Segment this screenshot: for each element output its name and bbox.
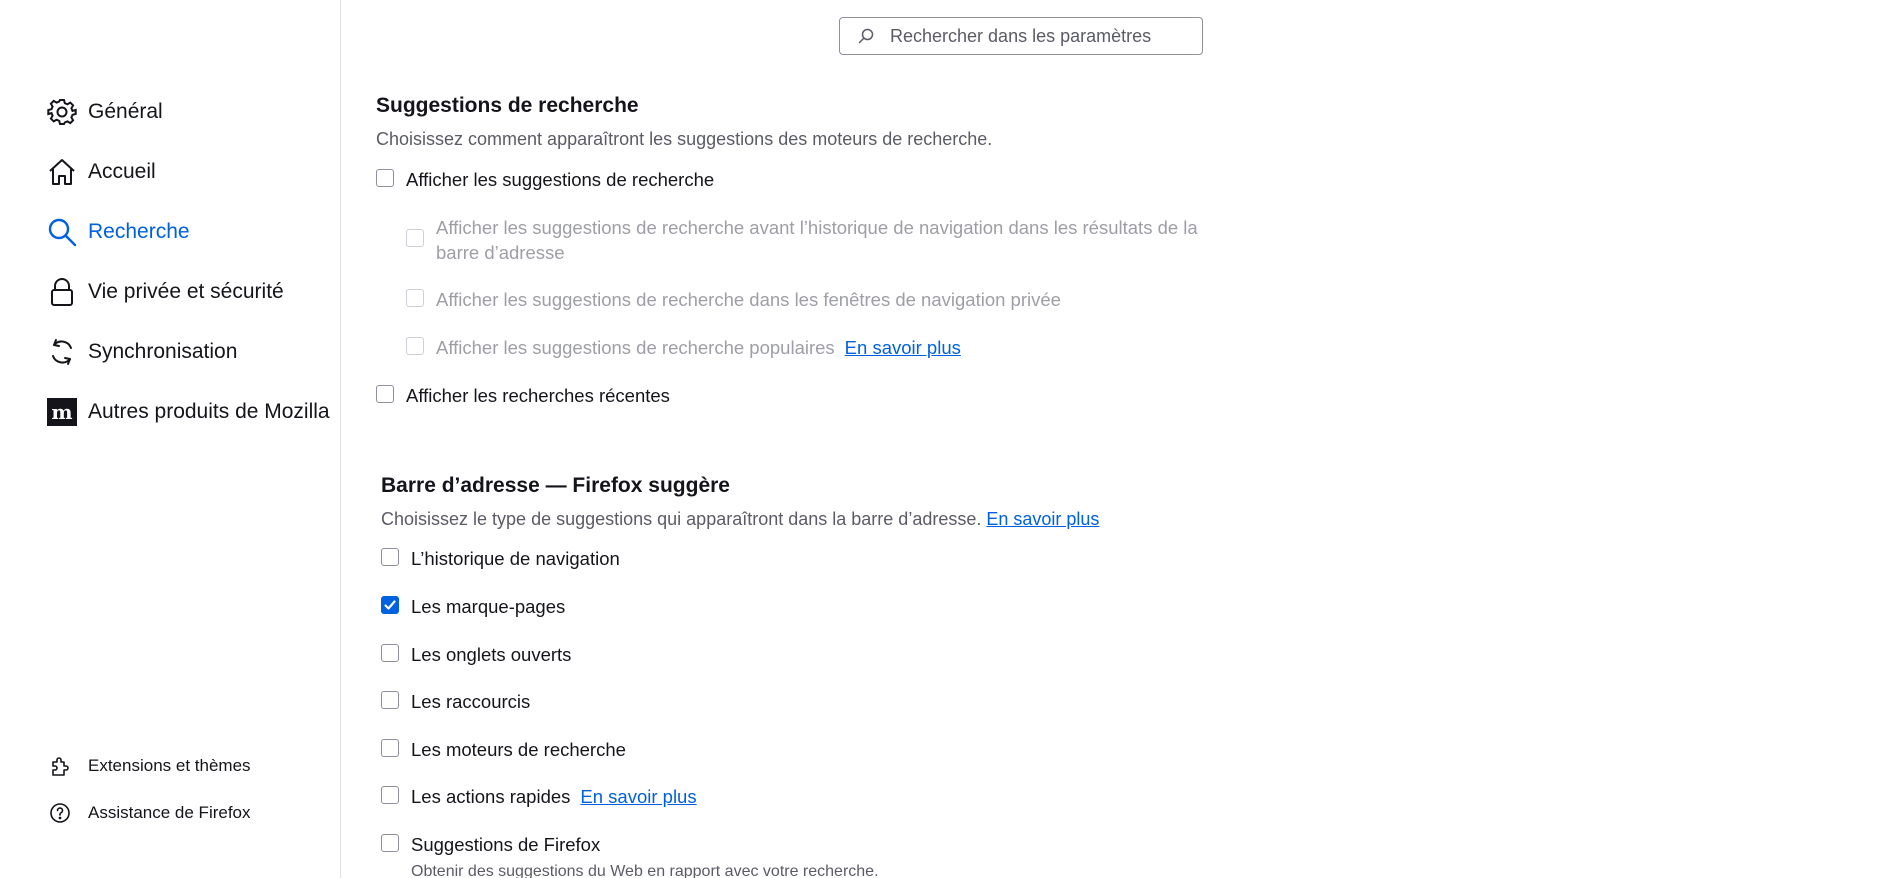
sidebar-item-label: Accueil: [88, 160, 156, 183]
label-line-2: barre d’adresse: [436, 242, 565, 263]
gear-icon: [46, 96, 78, 128]
open-tabs-label: Les onglets ouverts: [411, 644, 572, 665]
sidebar-item-label: Vie privée et sécurité: [88, 280, 284, 303]
firefox-suggest-label: Suggestions de Firefox: [411, 834, 601, 855]
search-icon: [46, 216, 78, 248]
sidebar-item-sync[interactable]: [46, 332, 237, 372]
sidebar-item-search[interactable]: [46, 212, 190, 252]
home-icon: [46, 156, 78, 188]
popular-suggestions-row: [406, 335, 961, 360]
show-suggestions-label: Afficher les suggestions de recherche: [406, 169, 715, 190]
search-field[interactable]: [839, 17, 1203, 55]
shortcuts-label: Les raccourcis: [411, 691, 531, 712]
search-engines-checkbox[interactable]: [381, 739, 399, 757]
address-bar-option-firefox-suggest[interactable]: [381, 832, 600, 857]
svg-text:m: m: [51, 400, 73, 424]
section-description: Choisissez comment apparaîtront les suggestions des moteurs de recherche.: [376, 129, 993, 149]
sidebar-footer-label: Extensions et thèmes: [88, 756, 251, 775]
section-title-search-suggestions: Suggestions de recherche: [376, 94, 639, 117]
sidebar-item-general[interactable]: [46, 92, 163, 132]
sidebar-footer-help[interactable]: [48, 798, 251, 828]
recent-searches-row[interactable]: [376, 383, 670, 408]
address-bar-option-search-engines[interactable]: [381, 737, 626, 762]
checkmark-icon: [383, 598, 397, 612]
search-engines-label: Les moteurs de recherche: [411, 739, 626, 760]
section-title-address-bar: Barre d’adresse — Firefox suggère: [381, 474, 730, 497]
history-checkbox[interactable]: [381, 548, 399, 566]
show-suggestions-checkbox[interactable]: [376, 169, 394, 187]
learn-more-link[interactable]: En savoir plus: [844, 337, 961, 358]
recent-searches-checkbox[interactable]: [376, 385, 394, 403]
sidebar: [0, 0, 341, 878]
recent-searches-label: Afficher les recherches récentes: [406, 385, 670, 406]
sidebar-item-label: Autres produits de Mozilla: [88, 400, 330, 423]
sidebar-footer-label: Assistance de Firefox: [88, 803, 251, 822]
show-suggestions-row[interactable]: [376, 167, 714, 192]
history-label: L’historique de navigation: [411, 548, 620, 569]
bookmarks-checkbox[interactable]: [381, 596, 399, 614]
label-line-1: Afficher les suggestions de recherche avant l’historique de navigation dans les résultats de la: [436, 217, 1198, 238]
address-bar-option-history[interactable]: [381, 546, 620, 571]
popular-suggestions-checkbox: [406, 337, 424, 355]
address-bar-option-quick-actions[interactable]: [381, 784, 697, 809]
mozilla-icon: [46, 396, 78, 428]
suggestions-before-history-label: [436, 215, 1198, 265]
lock-icon: [46, 276, 78, 308]
search-input[interactable]: [888, 25, 1182, 48]
sidebar-item-label: Général: [88, 100, 163, 123]
sidebar-item-privacy[interactable]: [46, 272, 284, 312]
suggestions-before-history-row: [406, 215, 1198, 265]
search-icon: [856, 26, 876, 46]
firefox-suggest-description: Obtenir des suggestions du Web en rapport avec votre recherche.: [411, 863, 879, 878]
sidebar-item-label: Recherche: [88, 220, 190, 243]
address-bar-description-row: [381, 509, 1099, 530]
suggestions-private-windows-checkbox: [406, 289, 424, 307]
address-bar-option-bookmarks[interactable]: [381, 594, 565, 619]
sidebar-item-mozilla[interactable]: [46, 392, 330, 432]
sidebar-footer-extensions[interactable]: [48, 751, 251, 781]
address-bar-option-shortcuts[interactable]: [381, 689, 530, 714]
address-bar-description: Choisissez le type de suggestions qui apparaîtront dans la barre d’adresse.: [381, 509, 982, 529]
learn-more-link[interactable]: En savoir plus: [580, 786, 697, 807]
open-tabs-checkbox[interactable]: [381, 644, 399, 662]
bookmarks-label: Les marque-pages: [411, 596, 566, 617]
sidebar-item-label: Synchronisation: [88, 340, 238, 363]
learn-more-link[interactable]: En savoir plus: [986, 509, 1100, 529]
sidebar-item-home[interactable]: [46, 152, 156, 192]
suggestions-private-windows-row: [406, 287, 1061, 312]
address-bar-option-open-tabs[interactable]: [381, 642, 571, 667]
quick-actions-checkbox[interactable]: [381, 786, 399, 804]
quick-actions-label: Les actions rapides: [411, 786, 571, 807]
shortcuts-checkbox[interactable]: [381, 691, 399, 709]
popular-suggestions-label: Afficher les suggestions de recherche populaires: [436, 337, 835, 358]
suggestions-private-windows-label: Afficher les suggestions de recherche dans les fenêtres de navigation privée: [436, 289, 1061, 310]
help-icon: [48, 801, 72, 825]
firefox-suggest-checkbox[interactable]: [381, 834, 399, 852]
sync-icon: [46, 336, 78, 368]
suggestions-before-history-checkbox: [406, 229, 424, 247]
puzzle-icon: [48, 754, 72, 778]
